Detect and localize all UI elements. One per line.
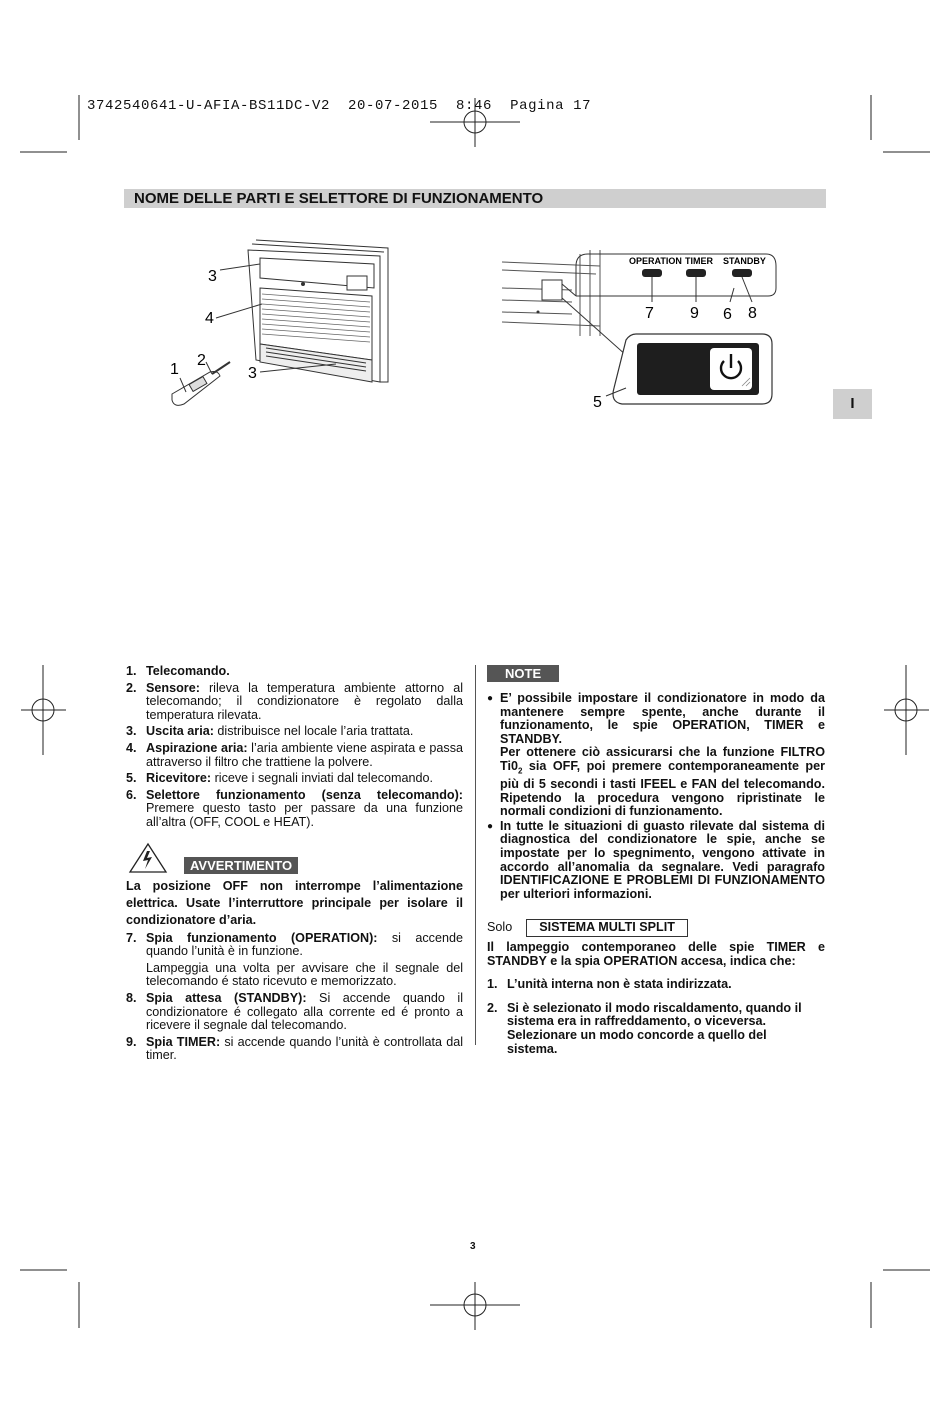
callout-7: 7 (645, 305, 654, 322)
list-item: 6. Selettore funzionamento (senza telecomando): Premere questo tasto per passare da una funzione all’altra (OFF, COOL e HEAT). (126, 787, 463, 829)
note-label: NOTE (487, 665, 559, 682)
list-item: 3. Uscita aria: distribuisce nel locale l’aria trattata. (126, 724, 414, 739)
warning-label: AVVERTIMENTO (184, 857, 298, 874)
callout-1: 1 (170, 361, 179, 378)
list-item: 2. Sensore: rileva la temperatura ambiente attorno al telecomando; il condizionatore è regolato dalla temperatura rilevata. (126, 680, 463, 722)
callout-4: 4 (205, 310, 214, 327)
operation-led (642, 269, 662, 277)
warning-header (126, 842, 463, 876)
multi-split-header (487, 919, 825, 937)
column-divider (475, 665, 476, 1045)
control-panel-figure (490, 240, 790, 415)
indicator-timer-label: TIMER (685, 256, 713, 266)
warning-text: La posizione OFF non interrompe l’alimentazione elettrica. Usate l’interruttore principale per isolare il condizionatore d’aria. (126, 878, 463, 927)
multi-split-intro: Il lampeggio contemporaneo delle spie TIMER e STANDBY e la spia OPERATION accesa, indica che: (487, 940, 825, 968)
print-header: 3742540641-U-AFIA-BS11DC-V2 20-07-2015 8:46 Pagina 17 (87, 98, 592, 114)
list-item: 5. Ricevitore: riceve i segnali inviati dal telecomando. (126, 771, 434, 786)
language-tab: I (833, 389, 872, 419)
note-bullet: ● E’ possibile impostare il condizionatore in modo da mantenere sempre spente, anche durante il funzionamento, le spie OPERATION, TIMER e STANDBY. Per ottenere ciò assicurarsi che la funzione FILTRO $Ti0_2$ sia OFF, poi premere contemporaneamente per più di 5 secondi i tasti IFEEL e FAN del telecomando. Ripetendo la procedura vengono ripristinate le normali condizioni di funzionamento. (487, 692, 825, 819)
callout-3-bottom: 3 (248, 365, 257, 382)
notes-column (487, 665, 825, 1056)
list-item: 4. Aspirazione aria: l’aria ambiente viene aspirata e passa attraverso il filtro che trattiene la polvere. (126, 740, 464, 769)
callout-5: 5 (593, 394, 602, 411)
timer-led (686, 269, 706, 277)
callout-6: 6 (723, 306, 732, 323)
callout-8: 8 (748, 305, 757, 322)
list-item: 2. Si è selezionato il modo riscaldamento, quando il sistema era in raffreddamento, o viceversa. Selezionare un modo concorde a quello del sistema. (487, 1000, 802, 1056)
section-title: NOME DELLE PARTI E SELETTORE DI FUNZIONAMENTO (134, 190, 544, 207)
indicator-standby-label: STANDBY (723, 256, 766, 266)
standby-led (732, 269, 752, 277)
list-item-extra: Lampeggia una volta per avvisare che il segnale del telecomando é stato ricevuto e memorizzato. (146, 960, 463, 989)
list-item: 8. Spia attesa (STANDBY): Si accende quando il condizionatore é collegato alla corrente ed é pronto a ricevere il segnale dal telecomando. (126, 990, 463, 1033)
callout-2: 2 (197, 352, 206, 369)
indoor-unit-figure (160, 232, 400, 412)
indicator-operation-label: OPERATION (629, 256, 682, 266)
list-item: 1. L’unità interna non è stata indirizzata. (487, 977, 732, 992)
parts-list-column (126, 665, 463, 1066)
callout-9: 9 (690, 305, 699, 322)
note-bullet: ● In tutte le situazioni di guasto rilevate dal sistema di diagnostica del condizionatore le spie, anche se impostate per lo spegnimento, vengono attivate in accordo all’anomalia da segnalare. Vedi paragrafo IDENTIFICAZIONE E PROBLEMI DI FUNZIONAMENTO per ulteriori informazioni. (487, 820, 825, 902)
multi-split-box: SISTEMA MULTI SPLIT (526, 919, 688, 937)
list-item: 7. Spia funzionamento (OPERATION): si accende quando l’unità è in funzione. (126, 930, 463, 959)
page-number: 3 (470, 1241, 476, 1252)
electric-hazard-icon (128, 842, 168, 874)
callout-3-top: 3 (208, 268, 217, 285)
solo-label: Solo (487, 920, 513, 935)
list-item: 1. Telecomando. (126, 664, 230, 678)
list-item: 9. Spia TIMER: si accende quando l’unità è controllata dal timer. (126, 1034, 464, 1063)
